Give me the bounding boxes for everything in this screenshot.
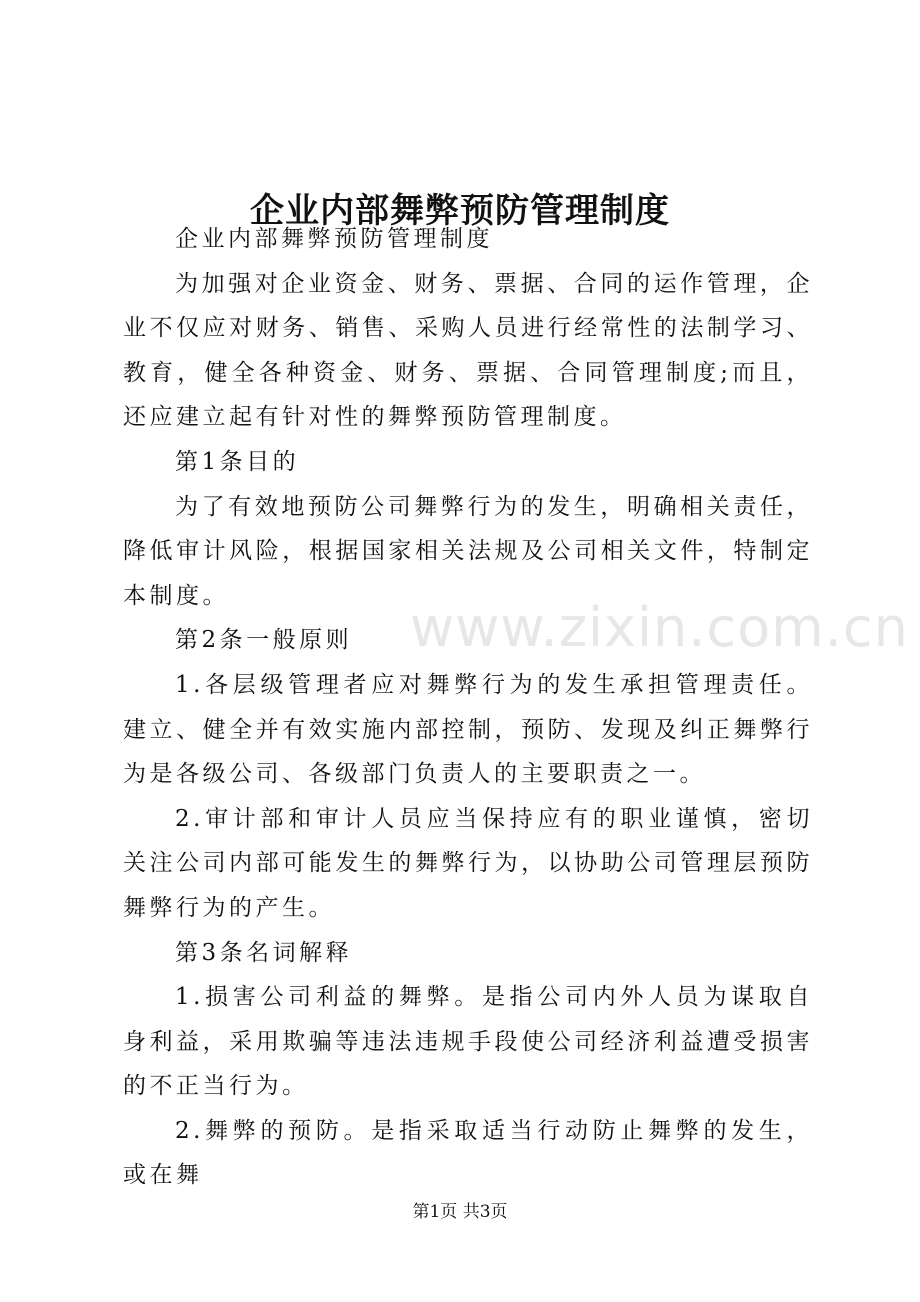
article-3-item-1: 1.损害公司利益的舞弊。是指公司内外人员为谋取自身利益，采用欺骗等违法违规手段使公司经济利益遭受损害的不正当行为。	[123, 984, 813, 1100]
article-1-heading: 第1条目的	[175, 448, 300, 475]
watermark: www.zixin.com.cn	[410, 596, 909, 659]
article-2-item-2: 2.审计部和审计人员应当保持应有的职业谨慎，密切关注公司内部可能发生的舞弊行为，以协助公司管理层预防舞弊行为的产生。	[123, 805, 813, 921]
article-3-item-2: 2.舞弊的预防。是指采取适当行动防止舞弊的发生，或在舞	[123, 1117, 813, 1189]
document-body	[123, 217, 813, 1198]
page-footer: 第1页 共3页	[412, 1202, 508, 1222]
paragraph-subtitle: 企业内部舞弊预防管理制度	[175, 226, 493, 252]
article-3-heading: 第3条名词解释	[175, 939, 353, 966]
article-2-item-1: 1.各层级管理者应对舞弊行为的发生承担管理责任。建立、健全并有效实施内部控制，预防、发现及纠正舞弊行为是各级公司、各级部门负责人的主要职责之一。	[123, 671, 813, 788]
paragraph-intro: 为加强对企业资金、财务、票据、合同的运作管理，企业不仅应对财务、销售、采购人员进行经常性的法制学习、教育，健全各种资金、财务、票据、合同管理制度;而且，还应建立起有针对性的舞弊预防管理制度。	[123, 270, 813, 431]
page-title: 企业内部舞弊预防管理制度	[250, 190, 670, 231]
article-1-text: 为了有效地预防公司舞弊行为的发生，明确相关责任，降低审计风险，根据国家相关法规及公司相关文件，特制定本制度。	[123, 493, 813, 609]
article-2-heading: 第2条一般原则	[175, 627, 353, 654]
